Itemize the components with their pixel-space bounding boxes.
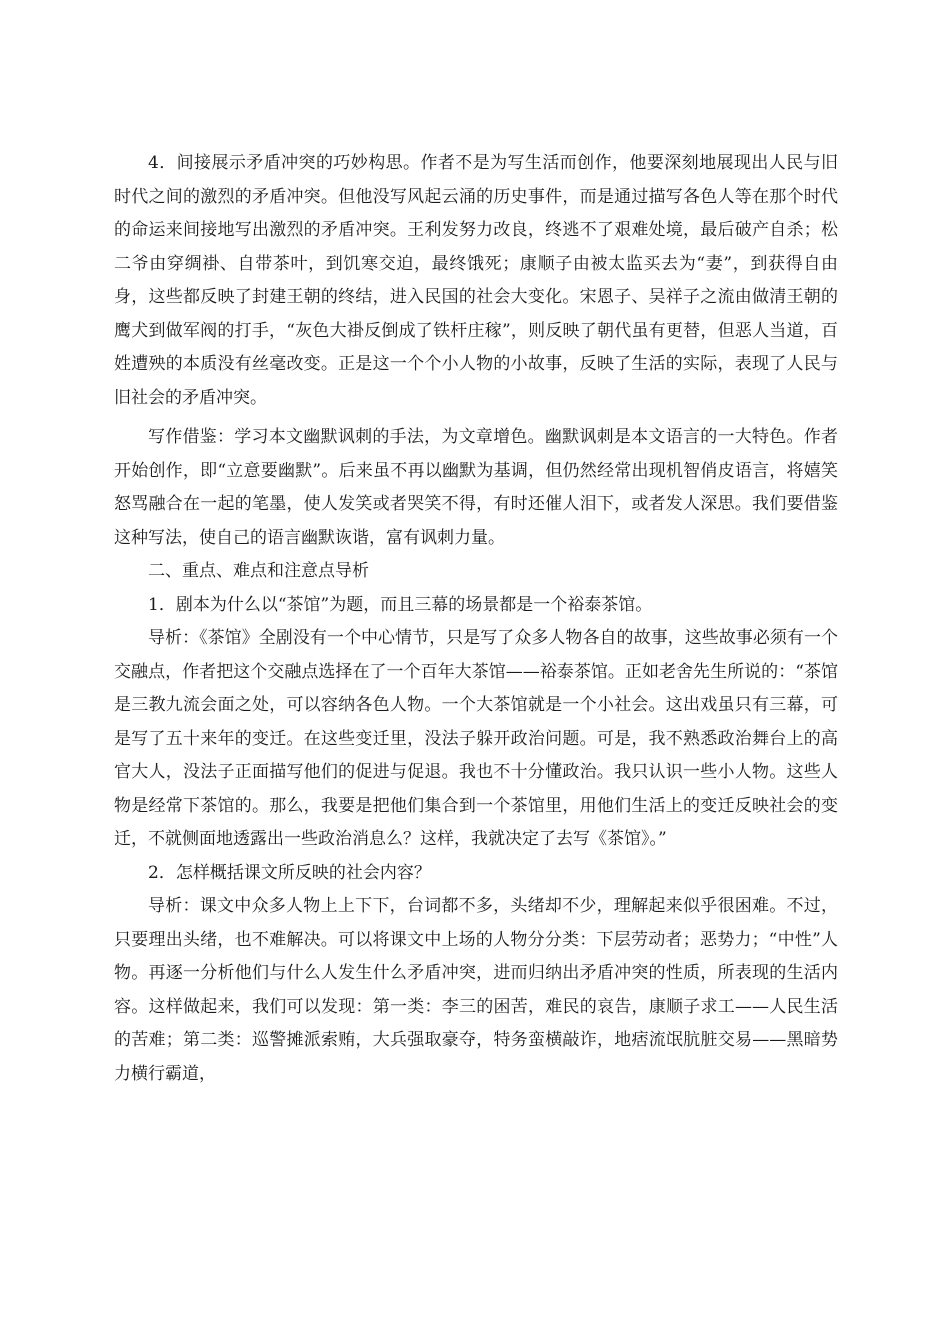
paragraph-indirect-conflict: 4．间接展示矛盾冲突的巧妙构思。作者不是为写生活而创作，他要深刻地展现出人民与旧时代之间的激烈的矛盾冲突。但他没写风起云涌的历史事件，而是通过描写各色人等在那个时代的命运来间接地写出激烈的矛盾冲突。王利发努力改良，终逃不了艰难处境，最后破产自杀；松二爷由穿绸褂、自带茶叶，到饥寒交迫，最终饿死；康顺子由被太监买去为“妻”，到获得自由身，这些都反映了封建王朝的终结，进入民国的社会大变化。宋恩子、吴祥子之流由做清王朝的鹰犬到做军阀的打手，“灰色大褂反倒成了铁杆庄稼”，则反映了朝代虽有更替，但恶人当道，百姓遭殃的本质没有丝毫改变。正是这一个个小人物的小故事，反映了生活的实际，表现了人民与旧社会的矛盾冲突。	[114, 153, 838, 408]
paragraph-writing-reference: 写作借鉴：学习本文幽默讽刺的手法，为文章增色。幽默讽刺是本文语言的一大特色。作者开始创作，即“立意要幽默”。后来虽不再以幽默为基调，但仍然经常出现机智俏皮语言，将嬉笑怒骂融合在一起的笔墨，使人发笑或者哭笑不得，有时还催人泪下，或者发人深思。我们要借鉴这种写法，使自己的语言幽默诙谐，富有讽刺力量。	[114, 427, 838, 548]
question-2-analysis: 导析：课文中众多人物上上下下，台词都不多，头绪却不少，理解起来似乎很困难。不过，只要理出头绪，也不难解决。可以将课文中上场的人物分分类：下层劳动者；恶势力；“中性”人物。再逐一分析他们与什么人发生什么矛盾冲突，进而归纳出矛盾冲突的性质，所表现的生活内容。这样做起来，我们可以发现：第一类：李三的困苦，难民的哀告，康顺子求工——人民生活的苦难；第二类：巡警摊派索贿，大兵强取豪夺，特务蛮横敲诈，地痞流氓肮脏交易——黑暗势力横行霸道，	[114, 896, 838, 1084]
document-page	[114, 147, 838, 1091]
question-1-title: 1．剧本为什么以“茶馆”为题，而且三幕的场景都是一个裕泰茶馆。	[148, 594, 653, 615]
question-1-analysis: 导析：《茶馆》全剧没有一个中心情节，只是写了众多人物各自的故事，这些故事必须有一个交融点，作者把这个交融点选择在了一个百年大茶馆——裕泰茶馆。正如老舍先生所说的：“茶馆是三教九流会面之处，可以容纳各色人物。一个大茶馆就是一个小社会。这出戏虽只有三幕，可是写了五十来年的变迁。在这些变迁里，没法子躲开政治问题。可是，我不熟悉政治舞台上的高官大人，没法子正面描写他们的促进与促退。我也不十分懂政治。我只认识一些小人物。这些人物是经常下茶馆的。那么，我要是把他们集合到一个茶馆里，用他们生活上的变迁反映社会的变迁，不就侧面地透露出一些政治消息么？这样，我就决定了去写《茶馆》。”	[114, 628, 838, 849]
section-heading-key-points: 二、重点、难点和注意点导析	[148, 561, 369, 581]
question-2-title: 2．怎样概括课文所反映的社会内容？	[148, 862, 431, 883]
